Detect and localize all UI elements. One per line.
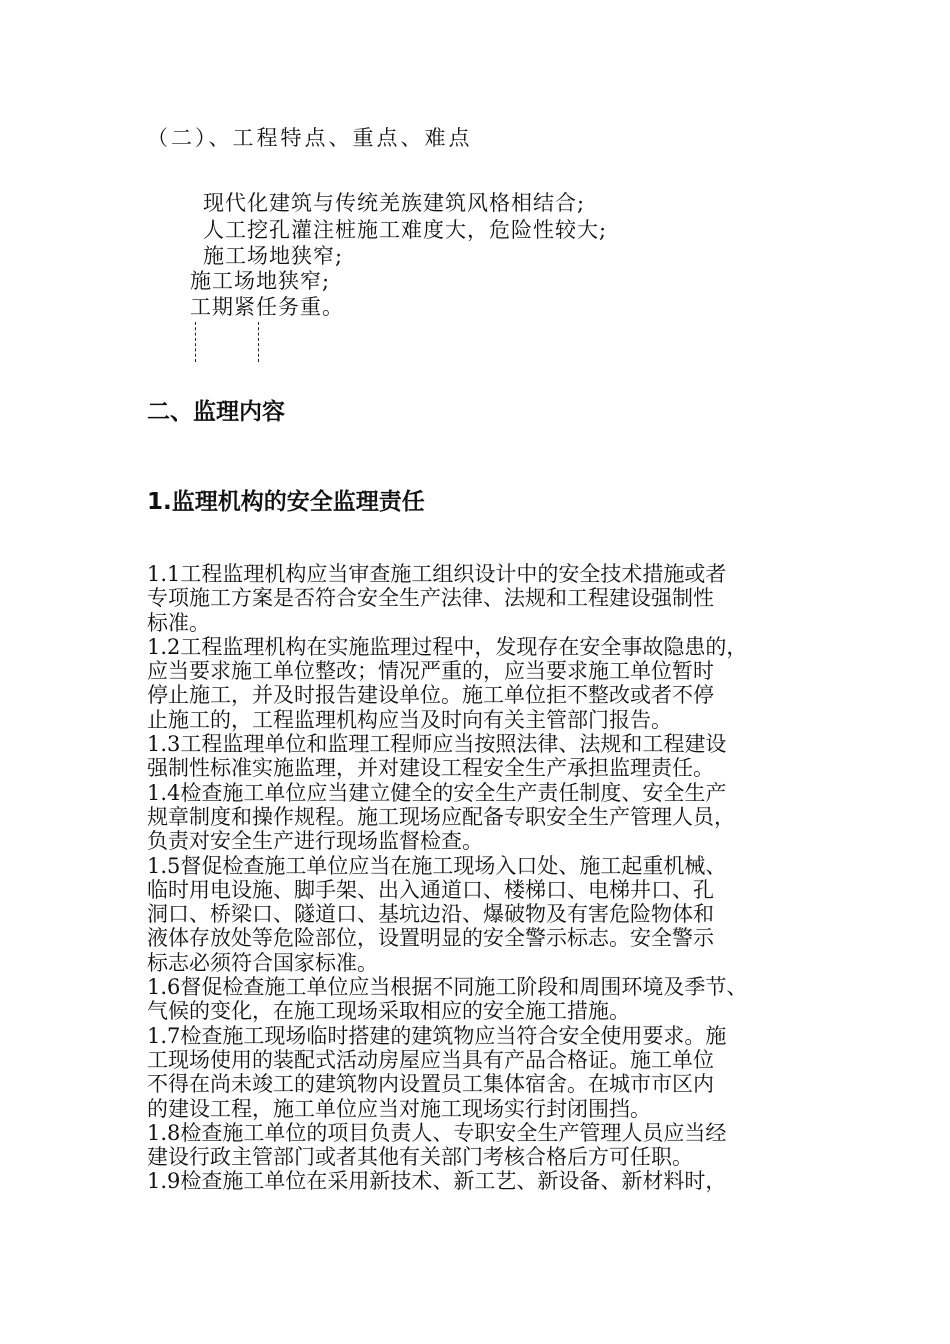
- text-line: 1.8检查施工单位的项目负责人、专职安全生产管理人员应当经: [147, 1120, 727, 1145]
- feature-item: 施工场地狭窄;: [190, 269, 331, 293]
- text-line: 1.2工程监理机构在实施监理过程中，发现存在安全事故隐患的，: [147, 634, 748, 659]
- text-line: 不得在尚未竣工的建筑物内设置员工集体宿舍。在城市市区内: [147, 1072, 714, 1097]
- subsection-title: 1.监理机构的安全监理责任: [147, 489, 425, 515]
- feature-item: 人工挖孔灌注桩施工难度大，危险性较大;: [203, 218, 608, 242]
- text-line: 1.3工程监理单位和监理工程师应当按照法律、法规和工程建设: [147, 732, 727, 757]
- text-line: 临时用电设施、脚手架、出入通道口、楼梯口、电梯井口、孔: [147, 877, 714, 902]
- feature-item: 工期紧任务重。: [190, 295, 344, 319]
- text-line: 1.9检查施工单位在采用新技术、新工艺、新设备、新材料时，: [147, 1169, 727, 1194]
- text-line: 1.1工程监理机构应当审查施工组织设计中的安全技术措施或者: [147, 562, 727, 586]
- text-line: 工现场使用的装配式活动房屋应当具有产品合格证。施工单位: [147, 1047, 714, 1072]
- feature-item: 现代化建筑与传统羌族建筑风格相结合;: [203, 191, 586, 215]
- text-line: 建设行政主管部门或者其他有关部门考核合格后方可任职。: [147, 1145, 693, 1170]
- text-line: 1.7检查施工现场临时搭建的建筑物应当符合安全使用要求。施: [147, 1023, 727, 1048]
- text-line: 1.6督促检查施工单位应当根据不同施工阶段和周围环境及季节、: [147, 975, 748, 1000]
- dashed-divider-right: [258, 322, 259, 362]
- paragraph-1-6: [147, 975, 827, 1024]
- text-line: 停止施工，并及时报告建设单位。施工单位拒不整改或者不停: [147, 683, 714, 708]
- text-line: 的建设工程，施工单位应当对施工现场实行封闭围挡。: [147, 1096, 651, 1121]
- paragraph-1-7: [147, 1024, 827, 1121]
- text-line: 洞口、桥梁口、隧道口、基坑边沿、爆破物及有害危险物体和: [147, 902, 714, 927]
- text-line: 应当要求施工单位整改；情况严重的，应当要求施工单位暂时: [147, 659, 714, 684]
- dashed-divider-left: [195, 322, 196, 362]
- text-line: 液体存放处等危险部位，设置明显的安全警示标志。安全警示: [147, 926, 714, 951]
- text-line: 气候的变化，在施工现场采取相应的安全施工措施。: [147, 999, 630, 1024]
- paragraph-1-5: [147, 854, 827, 975]
- paragraph-1-2: [147, 635, 827, 732]
- feature-item: 施工场地狭窄;: [203, 244, 344, 268]
- text-line: 1.5督促检查施工单位应当在施工现场入口处、施工起重机械、: [147, 853, 727, 878]
- text-line: 标准。: [147, 610, 210, 635]
- text-line: 规章制度和操作规程。施工现场应配备专职安全生产管理人员，: [147, 804, 735, 829]
- text-line: 标志必须符合国家标准。: [147, 950, 378, 975]
- paragraph-1-8: [147, 1121, 827, 1170]
- text-line: 强制性标准实施监理，并对建设工程安全生产承担监理责任。: [147, 756, 714, 781]
- paragraph-1-3: [147, 732, 827, 781]
- paragraph-1-1: [147, 562, 827, 635]
- text-line: 负责对安全生产进行现场监督检查。: [147, 829, 483, 854]
- text-line: 专项施工方案是否符合安全生产法律、法规和工程建设强制性: [147, 586, 714, 611]
- paragraph-1-4: [147, 781, 827, 854]
- subheading: （二）、工程特点、重点、难点: [147, 126, 473, 150]
- text-line: 1.4检查施工单位应当建立健全的安全生产责任制度、安全生产: [147, 780, 727, 805]
- body-text: [147, 562, 827, 1194]
- section-title: 二、监理内容: [147, 399, 285, 425]
- text-line: 止施工的，工程监理机构应当及时向有关主管部门报告。: [147, 707, 672, 732]
- paragraph-1-9: [147, 1169, 827, 1193]
